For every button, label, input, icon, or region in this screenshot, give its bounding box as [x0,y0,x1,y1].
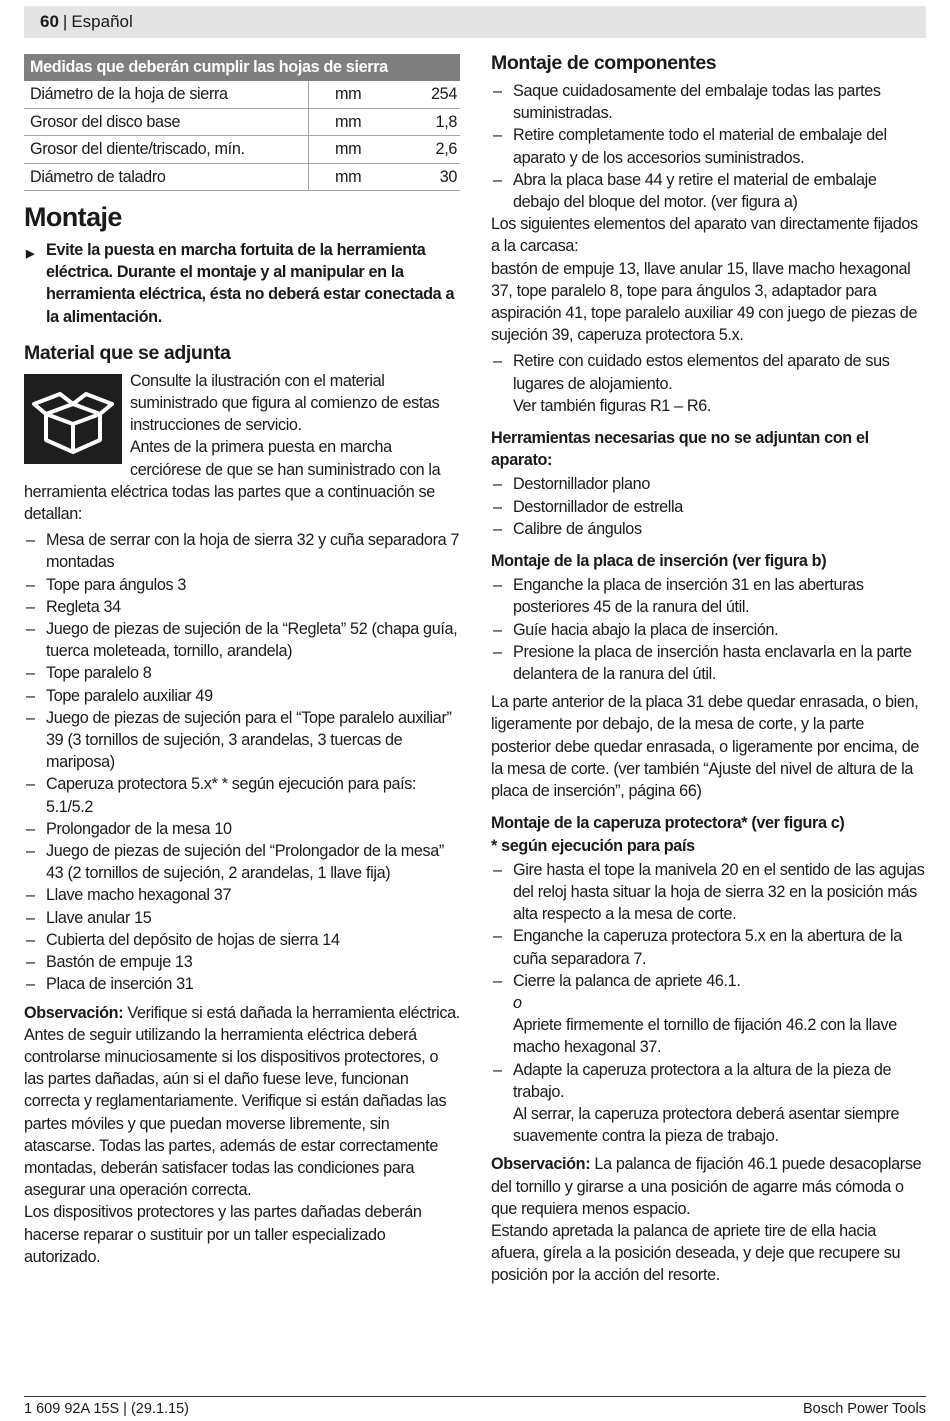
list-item: – Enganche la placa de inserción 31 en las aberturas posteriores 45 de la ranura del útil. [491,574,927,618]
repair-paragraph: Los dispositivos protectores y las partes dañadas deberán hacerse reparar o sustituir por un taller especializado autorizado. [24,1203,422,1266]
material-list [24,529,460,995]
list-item: – Destornillador plano [491,473,927,495]
caperuza-observation [491,1153,927,1220]
list-item [491,970,927,1059]
list-item: – Juego de piezas de sujeción del “Prolongador de la mesa” 43 (2 tornillos de sujeción, 2 arandelas, 1 llave fija) [24,840,460,884]
list-item: – Placa de inserción 31 [24,973,460,995]
material-intro: Consulte la ilustración con el material suministrado que figura al comienzo de estas instrucciones de servicio. [130,371,440,435]
spec-value: 1,8 [401,108,460,136]
list-item: – Llave macho hexagonal 37 [24,884,460,906]
figure-reference: Ver también figuras R1 – R6. [513,396,712,415]
caperuza-subtitle: * según ejecución para país [491,836,695,855]
list-item: – Mesa de serrar con la hoja de sierra 32 y cuña separadora 7 montadas [24,529,460,573]
table-row [24,108,460,136]
fixed-parts-list: bastón de empuje 13, llave anular 15, llave macho hexagonal 37, tope paralelo 8, tope para ángulos 3, adaptador para aspiración 41, tope paralelo auxiliar 49 con juego de piezas de sujeción 39, caperuza protectora 5.x. [491,259,918,345]
list-item: – Tope paralelo 8 [24,662,460,684]
spec-table-title: Medidas que deberán cumplir las hojas de sierra [24,54,460,81]
header-language: Español [71,12,133,31]
spec-unit: mm [309,81,402,108]
page-header [24,6,926,38]
spec-value: 30 [401,163,460,191]
list-item: – Tope paralelo auxiliar 49 [24,685,460,707]
list-item: – Presione la placa de inserción hasta enclavarla en la parte delantera de la ranura del útil. [491,641,927,685]
step-note: Al serrar, la caperuza protectora deberá asentar siempre suavemente contra la pieza de trabajo. [513,1104,900,1146]
list-item: – Abra la placa base 44 y retire el material de embalaje debajo del bloque del motor. (ver figura a) [491,169,927,213]
herramientas-heading: Herramientas necesarias que no se adjuntan con el aparato: [491,429,869,470]
list-item: – Enganche la caperuza protectora 5.x en la abertura de la cuña separadora 7. [491,925,927,969]
spec-value: 2,6 [401,136,460,164]
table-row [24,136,460,164]
caperuza-heading: Montaje de la caperuza protectora* (ver figura c) [491,814,845,833]
page-number: 60 [40,12,59,31]
observation-note [24,1002,460,1024]
list-item: – Juego de piezas de sujeción de la “Regleta” 52 (chapa guía, tuerca moleteada, tornillo, arandela) [24,618,460,662]
placa-paragraph: La parte anterior de la placa 31 debe quedar enrasada, o bien, ligeramente por debajo, de la mesa de corte, y la parte posterior debe quedar enrasada, o ligeramente por encima, de la mesa de corte. (ver también “Ajuste del nivel de altura de la placa de inserción”, página 66) [491,693,920,801]
inspection-paragraph: Antes de seguir utilizando la herramienta eléctrica deberá controlarse minuciosamente si los dispositivos protectores, o las partes dañadas, aún si el daño fuese leve, funcionan correcta y reglamentariamente. Verifique si están dañadas las partes móviles y que puedan moverse libremente, sin atascarse. Todas las partes, además de estar correctamente montadas, deberán satisfacer todas las condiciones para asegurar una operación correcta. [24,1025,447,1200]
material-heading: Material que se adjunta [24,341,231,364]
list-item [491,1059,927,1148]
list-item: – Saque cuidadosamente del embalaje todas las partes suministradas. [491,80,927,124]
componentes-heading: Montaje de componentes [491,52,717,74]
remove-step-text: Retire con cuidado estos elementos del aparato de sus lugares de alojamiento. [513,352,890,393]
list-item [491,350,927,417]
list-item: – Guíe hacia abajo la placa de inserción. [491,619,927,641]
step-text: Adapte la caperuza protectora a la altura de la pieza de trabajo. [513,1060,892,1101]
lever-paragraph: Estando apretada la palanca de apriete tire de ella hacia afuera, gírela a la posición deseada, y deje que recupere su posición por la acción del resorte. [491,1221,901,1285]
list-item: – Tope para ángulos 3 [24,574,460,596]
spec-label: Diámetro de la hoja de sierra [24,81,309,108]
safety-warning [24,239,460,328]
observation-text: Verifique si está dañada la herramienta eléctrica. [127,1003,460,1022]
list-item: – Retire completamente todo el material de embalaje del aparato y de los accesorios suministrados. [491,124,927,168]
right-column [491,50,927,1287]
left-column [24,50,460,1268]
caperuza-steps [491,859,927,1148]
table-row [24,81,460,108]
observation-text: La palanca de fijación 46.1 puede desacoplarse del tornillo y girarse a una posición de agarre más cómoda o que requiera menos espacio. [491,1155,922,1218]
warning-text: Evite la puesta en marcha fortuita de la herramienta eléctrica. Durante el montaje y al manipular en la herramienta eléctrica, ésta no deberá estar conectada a la alimentación. [46,241,455,326]
list-item: – Llave anular 15 [24,907,460,929]
doc-number: 1 609 92A 15S | (29.1.15) [24,1401,190,1417]
spec-value: 254 [401,81,460,108]
list-item: – Gire hasta el tope la manivela 20 en el sentido de las agujas del reloj hasta situar la hoja de sierra 32 en la posición más alta respecto a la mesa de corte. [491,859,927,926]
montaje-heading: Montaje [24,202,122,232]
componentes-steps [491,80,927,213]
header-separator: | [62,12,68,31]
list-item: – Prolongador de la mesa 10 [24,818,460,840]
list-item: – Juego de piezas de sujeción para el “Tope paralelo auxiliar” 39 (3 tornillos de sujeción, 3 arandelas, 3 tuercas de mariposa) [24,707,460,774]
spec-label: Grosor del disco base [24,108,309,136]
spec-unit: mm [309,108,402,136]
remove-steps [491,350,927,417]
list-item: – Regleta 34 [24,596,460,618]
package-box-icon [24,374,122,464]
placa-steps [491,574,927,685]
step-text: Cierre la palanca de apriete 46.1. [513,971,741,990]
spec-unit: mm [309,136,402,164]
observation-label: Observación: [491,1155,591,1174]
observation-label: Observación: [24,1003,124,1022]
fixed-parts-intro: Los siguientes elementos del aparato van directamente fijados a la carcasa: [491,215,918,256]
material-intro-2: Antes de la primera puesta en marcha cerciórese de que se han suministrado con la herramienta eléctrica todas las partes que a continuación se detallan: [24,438,441,524]
step-alt-text: Apriete firmemente el tornillo de fijación 46.2 con la llave macho hexagonal 37. [513,1016,897,1057]
list-item: – Bastón de empuje 13 [24,951,460,973]
or-separator: o [513,993,522,1012]
list-item: – Cubierta del depósito de hojas de sierra 14 [24,929,460,951]
table-row [24,163,460,191]
spec-unit: mm [309,163,402,191]
placa-heading: Montaje de la placa de inserción (ver figura b) [491,552,827,571]
list-item: – Caperuza protectora 5.x* * según ejecución para país: 5.1/5.2 [24,773,460,817]
brand-name: Bosch Power Tools [802,1401,926,1417]
list-item: – Destornillador de estrella [491,496,927,518]
spec-label: Grosor del diente/triscado, mín. [24,136,309,164]
warning-triangle-icon: ▶ [26,248,35,260]
page-footer [24,1396,926,1417]
spec-label: Diámetro de taladro [24,163,309,191]
tools-list [491,473,927,540]
list-item: – Calibre de ángulos [491,518,927,540]
saw-blade-spec-table [24,54,460,191]
